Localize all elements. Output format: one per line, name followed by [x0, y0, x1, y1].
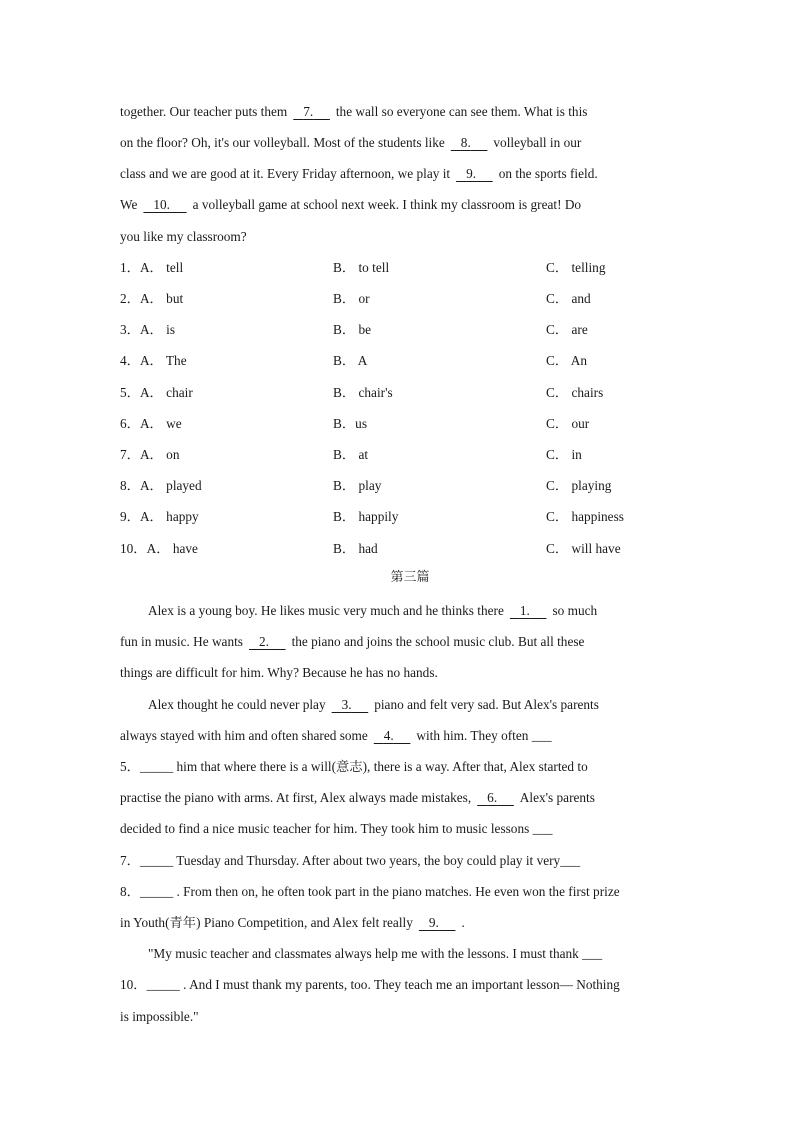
passage3-line: practise the piano with arms. At first, Alex always made mistakes, 6. Alex's parents — [120, 790, 595, 805]
option-1-c[interactable]: C． telling — [546, 260, 606, 275]
passage3-line: Alex is a young boy. He likes music very much and he thinks there 1. so much — [148, 603, 598, 618]
passage2-line: you like my classroom? — [120, 229, 247, 244]
option-9-a[interactable]: 9．A． happy — [120, 509, 199, 524]
option-2-c[interactable]: C． and — [546, 291, 591, 306]
option-4-a[interactable]: 4．A． The — [120, 353, 187, 368]
option-1-b[interactable]: B． to tell — [333, 260, 390, 275]
option-5-b[interactable]: B． chair's — [333, 385, 393, 400]
blank-9[interactable]: 9. — [428, 915, 439, 930]
blank-9[interactable]: 9. — [466, 166, 477, 181]
blank-10[interactable]: 10. — [153, 197, 170, 212]
passage2-line: class and we are good at it. Every Friday afternoon, we play it 9. on the sports field. — [120, 166, 598, 181]
option-10-b[interactable]: B． had — [333, 541, 378, 556]
option-3-a[interactable]: 3．A． is — [120, 322, 176, 337]
option-7-c[interactable]: C． in — [546, 447, 582, 462]
option-10-c[interactable]: C． will have — [546, 541, 621, 556]
passage3-line: fun in music. He wants 2. the piano and joins the school music club. But all these — [120, 634, 585, 649]
option-6-a[interactable]: 6．A． we — [120, 416, 182, 431]
option-2-a[interactable]: 2．A． but — [120, 291, 184, 306]
blank-1[interactable]: 1. — [519, 603, 530, 618]
option-3-c[interactable]: C． are — [546, 322, 588, 337]
blank-7[interactable]: 7. — [303, 104, 314, 119]
blank-2[interactable]: 2. — [258, 634, 269, 649]
option-9-b[interactable]: B． happily — [333, 509, 399, 524]
passage3-line: always stayed with him and often shared some 4. with him. They often ___ — [120, 728, 552, 743]
passage3-line: things are difficult for him. Why? Because he has no hands. — [120, 665, 438, 680]
option-5-a[interactable]: 5．A． chair — [120, 385, 193, 400]
option-2-b[interactable]: B． or — [333, 291, 370, 306]
blank-3[interactable]: 3. — [341, 697, 352, 712]
passage3-line: "My music teacher and classmates always help me with the lessons. I must thank ___ — [148, 946, 603, 961]
option-6-c[interactable]: C． our — [546, 416, 590, 431]
blank-6[interactable]: 6. — [487, 790, 498, 805]
option-10-a[interactable]: 10．A． have — [120, 541, 198, 556]
passage3-line: decided to find a nice music teacher for him. They took him to music lessons ___ — [120, 821, 553, 836]
passage3-line: 8．_____ . From then on, he often took part in the piano matches. He even won the first prize — [120, 884, 620, 899]
option-4-b[interactable]: B． A — [333, 353, 368, 368]
passage3-line: is impossible." — [120, 1009, 199, 1024]
option-9-c[interactable]: C． happiness — [546, 509, 624, 524]
option-8-b[interactable]: B． play — [333, 478, 382, 493]
option-8-c[interactable]: C． playing — [546, 478, 612, 493]
passage3-line: 7．_____ Tuesday and Thursday. After about two years, the boy could play it very___ — [120, 853, 581, 868]
passage3-line: 10．_____ . And I must thank my parents, too. They teach me an important lesson— Nothing — [120, 977, 620, 992]
passage3-line: in Youth(青年) Piano Competition, and Alex felt really 9. . — [120, 915, 465, 930]
option-3-b[interactable]: B． be — [333, 322, 372, 337]
option-5-c[interactable]: C． chairs — [546, 385, 604, 400]
blank-8[interactable]: 8. — [460, 135, 471, 150]
option-4-c[interactable]: C． An — [546, 353, 588, 368]
passage2-line: We 10. a volleyball game at school next week. I think my classroom is great! Do — [120, 197, 582, 212]
option-8-a[interactable]: 8．A． played — [120, 478, 202, 493]
option-1-a[interactable]: 1．A． tell — [120, 260, 184, 275]
option-6-b[interactable]: B．us — [333, 416, 367, 431]
section-title: 第三篇 — [390, 570, 430, 585]
passage3-line: 5．_____ him that where there is a will(意志), there is a way. After that, Alex started to — [120, 759, 588, 774]
passage3-line: Alex thought he could never play 3. piano and felt very sad. But Alex's parents — [148, 697, 599, 712]
blank-4[interactable]: 4. — [383, 728, 394, 743]
passage2-line: together. Our teacher puts them 7. the wall so everyone can see them. What is this — [120, 104, 588, 119]
option-7-b[interactable]: B． at — [333, 447, 369, 462]
option-7-a[interactable]: 7．A． on — [120, 447, 180, 462]
passage2-line: on the floor? Oh, it's our volleyball. Most of the students like 8. volleyball in our — [120, 135, 582, 150]
